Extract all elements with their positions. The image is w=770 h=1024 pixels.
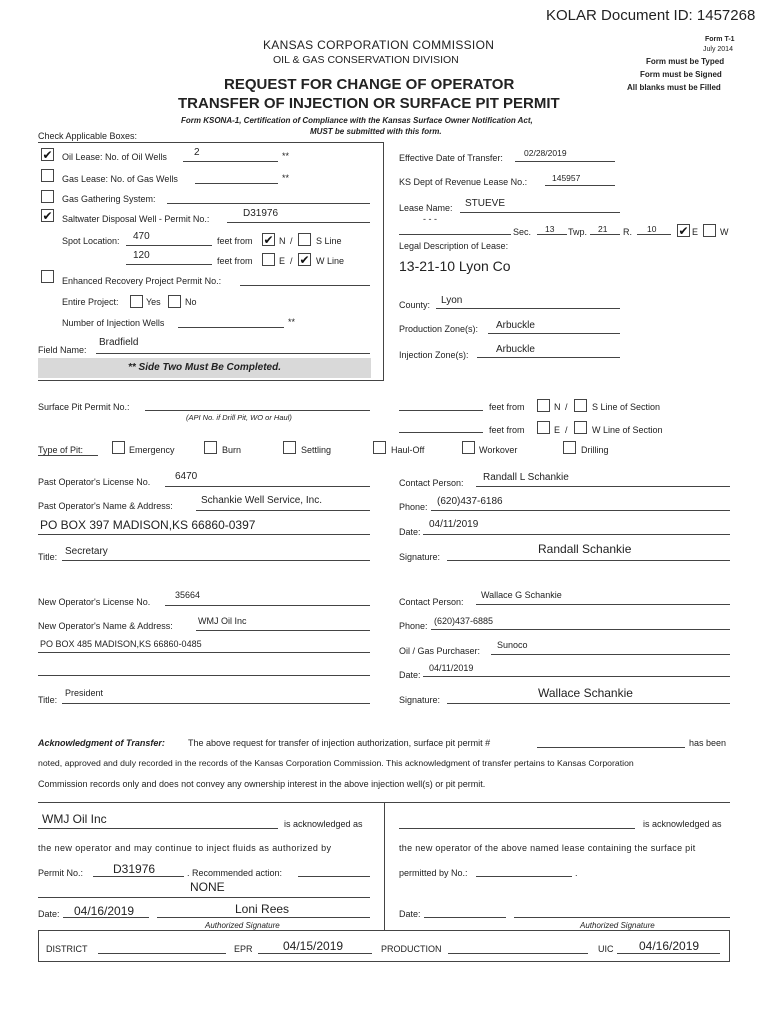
county-value: Lyon bbox=[441, 295, 463, 306]
range-field[interactable] bbox=[637, 234, 671, 235]
range-label: R. bbox=[623, 227, 632, 237]
new-address-field[interactable] bbox=[38, 652, 370, 653]
past-address-field[interactable] bbox=[38, 534, 370, 535]
injection-zone-label: Injection Zone(s): bbox=[399, 350, 469, 360]
requirement-signed: Form must be Signed bbox=[640, 70, 722, 79]
ack-line-1b: has been bbox=[689, 738, 727, 748]
ks-lease-field[interactable] bbox=[545, 185, 615, 186]
purchaser-value: Sunoco bbox=[497, 640, 528, 650]
new-contact-field[interactable] bbox=[476, 604, 730, 605]
feet-from-label-2: feet from bbox=[217, 256, 253, 266]
new-phone-field[interactable] bbox=[431, 629, 730, 630]
requirement-filled: All blanks must be Filled bbox=[627, 83, 721, 92]
past-phone-label: Phone: bbox=[399, 502, 428, 512]
spot-ew-value: 120 bbox=[133, 250, 150, 261]
slash: / bbox=[565, 425, 568, 435]
purchaser-field[interactable] bbox=[491, 654, 730, 655]
new-license-field[interactable] bbox=[165, 605, 370, 606]
entire-project-label: Entire Project: bbox=[62, 297, 119, 307]
slash: / bbox=[290, 256, 293, 266]
pit-emergency-checkbox[interactable] bbox=[112, 441, 125, 454]
surface-pit-label: Surface Pit Permit No.: bbox=[38, 402, 130, 412]
ack-date-value: 04/16/2019 bbox=[74, 904, 135, 918]
side-two-banner bbox=[38, 358, 371, 378]
field-name-label: Field Name: bbox=[38, 345, 87, 355]
west-line-label: W Line bbox=[316, 256, 345, 266]
pit-type-label: Type of Pit: bbox=[38, 445, 84, 455]
legal-description-label: Legal Description of Lease: bbox=[399, 241, 509, 251]
enhanced-recovery-checkbox[interactable] bbox=[41, 270, 54, 283]
ack-line-3: Commission records only and does not convey any ownership interest in the above injection well(s) or pit permit. bbox=[38, 779, 486, 789]
township-label: Twp. bbox=[568, 227, 588, 237]
past-license-value: 6470 bbox=[175, 471, 198, 482]
epr-label: EPR bbox=[234, 944, 253, 954]
county-label: County: bbox=[399, 300, 431, 310]
past-address-value: PO BOX 397 MADISON,KS 66860-0397 bbox=[40, 518, 256, 532]
page-title: REQUEST FOR CHANGE OF OPERATOR bbox=[224, 76, 515, 93]
gas-gathering-field[interactable] bbox=[167, 203, 370, 204]
field-name-value: Bradfield bbox=[99, 337, 139, 348]
range-west-checkbox[interactable] bbox=[703, 224, 716, 237]
injection-wells-label: Number of Injection Wells bbox=[62, 318, 165, 328]
swd-permit-field[interactable] bbox=[227, 222, 370, 223]
ack-date-label: Date: bbox=[38, 909, 60, 919]
past-phone-value: (620)437-6186 bbox=[437, 496, 503, 507]
effective-date-value: 02/28/2019 bbox=[524, 148, 567, 158]
uic-date-value: 04/16/2019 bbox=[639, 939, 700, 953]
past-license-field[interactable] bbox=[165, 486, 370, 487]
new-signature-value: Wallace Schankie bbox=[538, 686, 633, 700]
swd-permit-value: D31976 bbox=[243, 208, 279, 219]
ack-recommended-field[interactable] bbox=[298, 876, 370, 877]
form-date: July 2014 bbox=[703, 46, 733, 53]
api-note: (API No. if Drill Pit, WO or Haul) bbox=[186, 413, 292, 422]
oil-lease-label: Oil Lease: No. of Oil Wells bbox=[62, 152, 167, 162]
saltwater-disposal-label: Saltwater Disposal Well - Permit No.: bbox=[62, 214, 210, 224]
pit-feet-from-2: feet from bbox=[489, 425, 525, 435]
new-address-value: PO BOX 485 MADISON,KS 66860-0485 bbox=[40, 639, 202, 649]
section-value: 13 bbox=[545, 224, 555, 234]
pit-east-label: E bbox=[554, 425, 561, 435]
ack-right-is-acknowledged: is acknowledged as bbox=[643, 819, 722, 829]
pit-ew-field[interactable] bbox=[399, 432, 483, 433]
lease-name-value: STUEVE bbox=[465, 198, 506, 209]
range-east-label: E bbox=[692, 227, 699, 237]
east-label: E bbox=[279, 256, 286, 266]
production-zone-value: Arbuckle bbox=[496, 320, 535, 331]
enhanced-permit-field[interactable] bbox=[240, 285, 370, 286]
field-name-field[interactable] bbox=[96, 353, 370, 354]
north-label: N bbox=[279, 236, 286, 246]
new-name-value: WMJ Oil Inc bbox=[198, 616, 247, 626]
agency-name: KANSAS CORPORATION COMMISSION bbox=[263, 38, 495, 52]
ack-permit-value: D31976 bbox=[113, 862, 156, 876]
injection-wells-field[interactable] bbox=[178, 327, 284, 328]
production-zone-label: Production Zone(s): bbox=[399, 324, 479, 334]
south-checkbox[interactable] bbox=[298, 233, 311, 246]
past-signature-value: Randall Schankie bbox=[538, 542, 632, 556]
lease-dashes: - - - bbox=[423, 214, 437, 224]
new-signature-field[interactable] bbox=[447, 703, 730, 704]
epr-field[interactable] bbox=[258, 953, 372, 954]
production-zone-field[interactable] bbox=[488, 333, 620, 334]
column-divider bbox=[384, 802, 385, 930]
new-title-field[interactable] bbox=[62, 703, 370, 704]
ack-line-1: The above request for transfer of injection authorization, surface pit permit # bbox=[188, 738, 491, 748]
south-line-label: S Line bbox=[316, 236, 342, 246]
pit-burn-label: Burn bbox=[222, 445, 242, 455]
gas-lease-checkbox[interactable] bbox=[41, 169, 54, 182]
oil-lease-checkbox[interactable]: ✔ bbox=[42, 148, 53, 162]
gas-wells-stars: ** bbox=[282, 173, 290, 183]
gas-lease-label: Gas Lease: No. of Gas Wells bbox=[62, 174, 178, 184]
yes-label: Yes bbox=[146, 297, 161, 307]
purchaser-label: Oil / Gas Purchaser: bbox=[399, 646, 481, 656]
ack-right-date-field[interactable] bbox=[424, 917, 506, 918]
pit-workover-checkbox[interactable] bbox=[462, 441, 475, 454]
new-date-label: Date: bbox=[399, 670, 421, 680]
no-label: No bbox=[185, 297, 197, 307]
ack-pit-permit-field[interactable] bbox=[537, 747, 685, 748]
ack-line-2: noted, approved and duly recorded in the records of the Kansas Corporation Commission. This acknowledgment of transfer pertains to Kansas Corporation bbox=[38, 758, 634, 768]
production-label: PRODUCTION bbox=[381, 944, 442, 954]
divider bbox=[38, 142, 383, 143]
gas-gathering-label: Gas Gathering System: bbox=[62, 194, 156, 204]
ack-recommended-value: NONE bbox=[190, 880, 225, 894]
production-field[interactable] bbox=[448, 953, 588, 954]
spot-ns-field[interactable] bbox=[126, 245, 212, 246]
ack-permitted-by-label: permitted by No.: bbox=[399, 868, 468, 878]
form-number: Form T-1 bbox=[705, 36, 735, 43]
township-value: 21 bbox=[598, 224, 608, 234]
ack-right-operator-field[interactable] bbox=[399, 828, 635, 829]
oil-wells-stars: ** bbox=[282, 151, 290, 161]
township-field[interactable] bbox=[590, 234, 620, 235]
slash: / bbox=[565, 402, 568, 412]
section-label: Sec. bbox=[513, 227, 532, 237]
check-boxes-label: Check Applicable Boxes: bbox=[38, 131, 138, 141]
uic-label: UIC bbox=[598, 944, 614, 954]
past-contact-value: Randall L Schankie bbox=[483, 472, 569, 483]
new-name-field[interactable] bbox=[196, 630, 370, 631]
entire-no-checkbox[interactable] bbox=[168, 295, 181, 308]
effective-date-label: Effective Date of Transfer: bbox=[399, 153, 503, 163]
past-date-value: 04/11/2019 bbox=[429, 519, 479, 530]
slash: / bbox=[290, 236, 293, 246]
ksona-note: Form KSONA-1, Certification of Compliance with the Kansas Surface Owner Notification Act, bbox=[181, 116, 533, 125]
new-signature-label: Signature: bbox=[399, 695, 441, 705]
ack-recommended-field-2[interactable] bbox=[38, 897, 370, 898]
district-field[interactable] bbox=[98, 953, 226, 954]
pit-west-label: W Line of Section bbox=[592, 425, 663, 435]
past-signature-field[interactable] bbox=[447, 560, 730, 561]
new-address-field-2[interactable] bbox=[38, 675, 370, 676]
gas-wells-field[interactable] bbox=[195, 183, 278, 184]
north-checkbox[interactable]: ✔ bbox=[263, 233, 274, 247]
past-date-field[interactable] bbox=[423, 534, 730, 535]
past-name-label: Past Operator's Name & Address: bbox=[38, 501, 173, 511]
spot-ns-value: 470 bbox=[133, 231, 150, 242]
new-date-field[interactable] bbox=[423, 676, 730, 677]
ack-signer-name: Loni Rees bbox=[235, 902, 290, 916]
divider bbox=[38, 380, 384, 381]
pit-north-label: N bbox=[554, 402, 561, 412]
pit-hauloff-checkbox[interactable] bbox=[373, 441, 386, 454]
new-title-value: President bbox=[65, 688, 104, 698]
west-checkbox[interactable]: ✔ bbox=[299, 253, 310, 267]
quarter-field[interactable] bbox=[399, 234, 511, 235]
enhanced-recovery-label: Enhanced Recovery Project Permit No.: bbox=[62, 276, 222, 286]
side-two-text: ** Side Two Must Be Completed. bbox=[128, 362, 281, 373]
ack-is-acknowledged: is acknowledged as bbox=[284, 819, 363, 829]
pit-ns-field[interactable] bbox=[399, 410, 483, 411]
period: . bbox=[575, 868, 578, 878]
past-date-label: Date: bbox=[399, 527, 421, 537]
page-subtitle: TRANSFER OF INJECTION OR SURFACE PIT PERMIT bbox=[178, 95, 560, 112]
division-name: OIL & GAS CONSERVATION DIVISION bbox=[273, 54, 459, 66]
entire-yes-checkbox[interactable] bbox=[130, 295, 143, 308]
spot-ew-field[interactable] bbox=[126, 264, 212, 265]
pit-type-underline bbox=[38, 455, 98, 456]
ack-permit-label: Permit No.: bbox=[38, 868, 84, 878]
new-license-value: 35664 bbox=[175, 590, 201, 600]
ack-auth-signature-label: Authorized Signature bbox=[205, 921, 280, 930]
past-contact-label: Contact Person: bbox=[399, 478, 464, 488]
new-contact-label: Contact Person: bbox=[399, 597, 464, 607]
new-title-label: Title: bbox=[38, 695, 58, 705]
ack-signature-field[interactable] bbox=[157, 917, 370, 918]
range-west-label: W bbox=[720, 227, 729, 237]
pit-feet-from: feet from bbox=[489, 402, 525, 412]
past-title-field[interactable] bbox=[62, 560, 370, 561]
pit-north-checkbox[interactable] bbox=[537, 399, 550, 412]
requirement-typed: Form must be Typed bbox=[646, 57, 725, 66]
uic-field[interactable] bbox=[617, 953, 720, 954]
ack-right-text: the new operator of the above named lease containing the surface pit bbox=[399, 843, 696, 853]
past-signature-label: Signature: bbox=[399, 552, 441, 562]
new-license-label: New Operator's License No. bbox=[38, 597, 151, 607]
pit-burn-checkbox[interactable] bbox=[204, 441, 217, 454]
pit-drilling-label: Drilling bbox=[581, 445, 609, 455]
pit-east-checkbox[interactable] bbox=[537, 421, 550, 434]
oil-wells-value: 2 bbox=[194, 147, 200, 158]
ack-right-auth-signature-label: Authorized Signature bbox=[580, 921, 655, 930]
injection-zone-field[interactable] bbox=[477, 357, 620, 358]
feet-from-label: feet from bbox=[217, 236, 253, 246]
surface-pit-field[interactable] bbox=[145, 410, 370, 411]
spot-location-label: Spot Location: bbox=[62, 236, 120, 246]
new-name-label: New Operator's Name & Address: bbox=[38, 621, 173, 631]
past-title-value: Secretary bbox=[65, 546, 108, 557]
injection-zone-value: Arbuckle bbox=[496, 344, 535, 355]
injection-wells-stars: ** bbox=[288, 317, 296, 327]
saltwater-disposal-checkbox[interactable]: ✔ bbox=[42, 209, 53, 223]
past-license-label: Past Operator's License No. bbox=[38, 477, 151, 487]
oil-wells-field[interactable] bbox=[183, 161, 278, 162]
ks-lease-label: KS Dept of Revenue Lease No.: bbox=[399, 177, 528, 187]
ack-recommended-label: . Recommended action: bbox=[187, 868, 283, 878]
epr-date-value: 04/15/2019 bbox=[283, 939, 344, 953]
pit-emergency-label: Emergency bbox=[129, 445, 175, 455]
new-contact-value: Wallace G Schankie bbox=[481, 590, 562, 600]
lease-name-label: Lease Name: bbox=[399, 203, 453, 213]
ks-lease-value: 145957 bbox=[552, 173, 581, 183]
pit-workover-label: Workover bbox=[479, 445, 518, 455]
ack-right-date-label: Date: bbox=[399, 909, 421, 919]
ksona-note-2: MUST be submitted with this form. bbox=[310, 127, 442, 136]
new-phone-value: (620)437-6885 bbox=[434, 616, 494, 626]
ack-permitted-by-field[interactable] bbox=[476, 876, 572, 877]
range-east-checkbox[interactable]: ✔ bbox=[678, 224, 689, 238]
ack-right-signature-field[interactable] bbox=[514, 917, 730, 918]
pit-settling-label: Settling bbox=[301, 445, 332, 455]
ack-left-text: the new operator and may continue to inject fluids as authorized by bbox=[38, 843, 332, 853]
pit-settling-checkbox[interactable] bbox=[283, 441, 296, 454]
column-divider bbox=[383, 142, 384, 380]
effective-date-field[interactable] bbox=[515, 161, 615, 162]
pit-drilling-checkbox[interactable] bbox=[563, 441, 576, 454]
pit-south-label: S Line of Section bbox=[592, 402, 661, 412]
section-field[interactable] bbox=[537, 234, 567, 235]
east-checkbox[interactable] bbox=[262, 253, 275, 266]
past-contact-field[interactable] bbox=[476, 486, 730, 487]
range-value: 10 bbox=[647, 224, 657, 234]
ack-heading: Acknowledgment of Transfer: bbox=[38, 738, 165, 748]
ack-operator-field[interactable] bbox=[38, 828, 278, 829]
lease-name-field[interactable] bbox=[460, 212, 620, 213]
pit-west-checkbox[interactable] bbox=[574, 421, 587, 434]
past-phone-field[interactable] bbox=[431, 510, 730, 511]
pit-hauloff-label: Haul-Off bbox=[391, 445, 425, 455]
new-date-value: 04/11/2019 bbox=[429, 663, 474, 673]
document-id: KOLAR Document ID: 1457268 bbox=[546, 7, 756, 24]
new-phone-label: Phone: bbox=[399, 621, 428, 631]
gas-gathering-checkbox[interactable] bbox=[41, 190, 54, 203]
ack-operator-name: WMJ Oil Inc bbox=[42, 812, 107, 826]
past-title-label: Title: bbox=[38, 552, 58, 562]
ack-permit-field[interactable] bbox=[93, 876, 184, 877]
pit-south-checkbox[interactable] bbox=[574, 399, 587, 412]
past-name-field[interactable] bbox=[196, 510, 370, 511]
county-field[interactable] bbox=[436, 308, 620, 309]
legal-description-value: 13-21-10 Lyon Co bbox=[399, 258, 511, 274]
past-name-value: Schankie Well Service, Inc. bbox=[201, 495, 322, 506]
district-label: DISTRICT bbox=[46, 944, 88, 954]
